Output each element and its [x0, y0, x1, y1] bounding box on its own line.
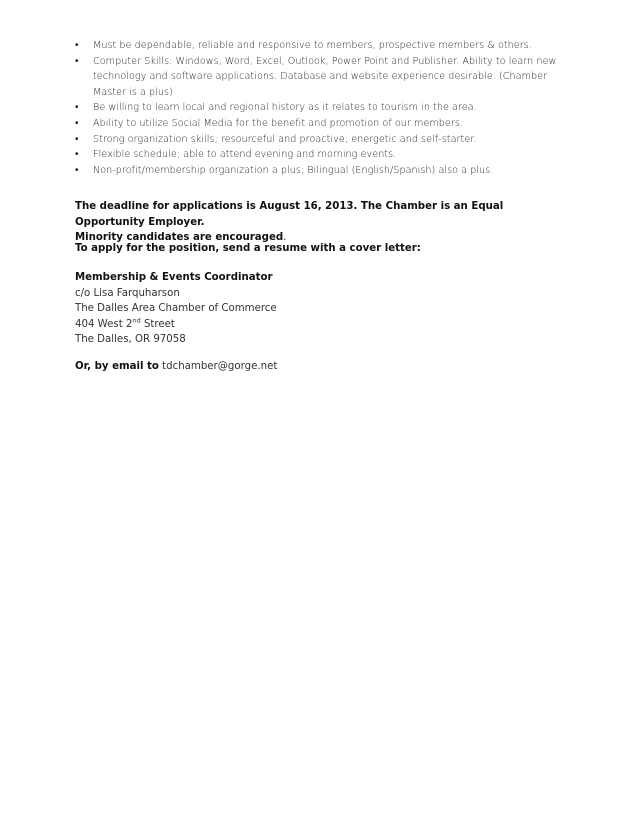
mailing-address — [75, 270, 575, 348]
email-link[interactable]: tdchamber@gorge.net — [158, 361, 278, 372]
street-name: Street — [140, 318, 175, 330]
requirement-text: Ability to utilize Social Media for the benefit and promotion of our members. — [93, 117, 463, 129]
bullet-icon: • — [75, 149, 79, 161]
requirement-text: Flexible schedule; able to attend evening and morning events. — [93, 149, 397, 161]
list-item — [75, 38, 575, 54]
attention-line: c/o Lisa Farquharson — [75, 287, 180, 299]
requirement-text: Strong organization skills; resourceful and proactive; energetic and self-starter. — [93, 133, 477, 145]
requirement-text: Must be dependable, reliable and responsive to members, prospective members & others. — [93, 40, 532, 51]
deadline-notice — [75, 199, 575, 246]
requirement-text: Non-profit/membership organization a plus; Bilingual (English/Spanish) also a plus. — [93, 164, 494, 176]
bullet-icon: • — [75, 117, 79, 129]
email-label: Or, by email to — [75, 361, 159, 372]
list-item — [75, 163, 575, 179]
bullet-icon: • — [75, 164, 79, 176]
organization-name: The Dalles Area Chamber of Commerce — [75, 303, 277, 315]
requirement-text: Be willing to learn local and regional history as it relates to tourism in the area. — [93, 102, 477, 114]
email-line — [75, 359, 575, 375]
street-suffix: nd — [132, 316, 141, 325]
list-item — [75, 132, 575, 148]
minority-text: Minority candidates are encouraged — [75, 232, 284, 244]
list-item — [75, 116, 575, 132]
list-item — [75, 54, 575, 101]
bullet-icon: • — [75, 40, 79, 51]
minority-period: . — [283, 232, 287, 244]
apply-instruction: To apply for the position, send a resume with a cover letter: — [75, 243, 421, 254]
street-number: 404 West 2 — [75, 318, 133, 330]
bullet-icon: • — [75, 55, 79, 67]
city-line: The Dalles, OR 97058 — [75, 334, 186, 346]
position-title: Membership & Events Coordinator — [75, 272, 273, 283]
list-item — [75, 100, 575, 116]
bullet-icon: • — [75, 102, 79, 114]
bullet-icon: • — [75, 133, 79, 145]
list-item — [75, 147, 575, 163]
street-line — [75, 317, 575, 333]
requirements-list — [75, 38, 575, 178]
deadline-line: The deadline for applications is August 16, 2013. The Chamber is an Equal Opportunity Employer. — [75, 201, 504, 228]
requirement-text: Computer Skills: Windows, Word, Excel, Outlook, Power Point and Publisher. Ability to learn new technology and software applications. Database and website experience desirable. (Chamber Master is a plus) — [93, 55, 557, 98]
